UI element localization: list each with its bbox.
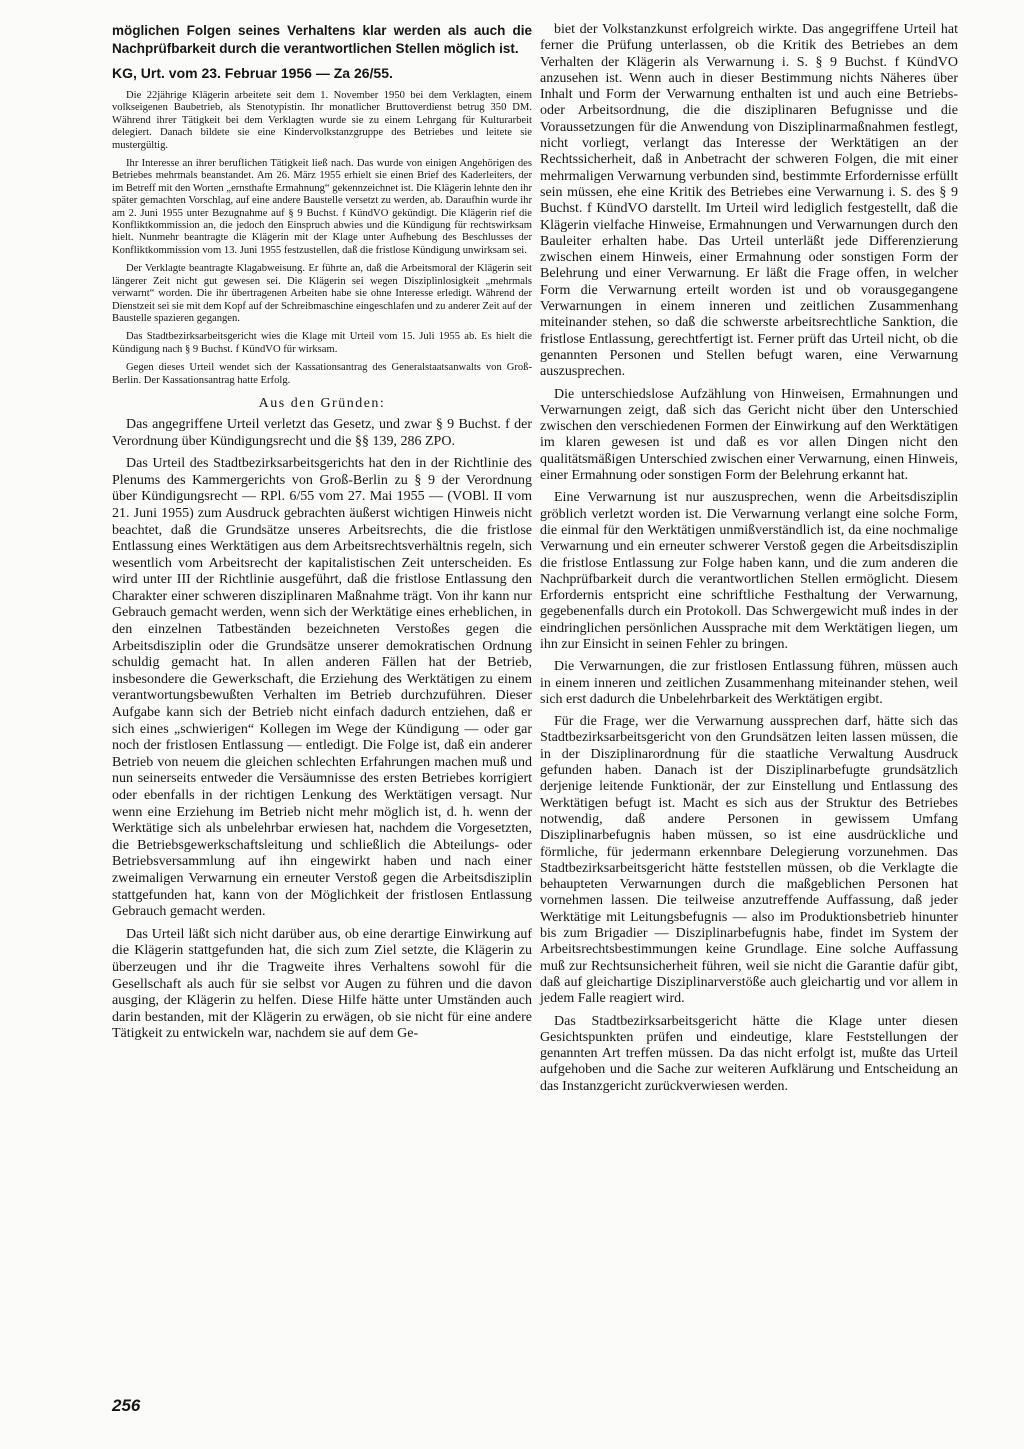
section-heading: Aus den Gründen: <box>258 395 386 411</box>
facts-paragraph-4: Das Stadtbezirksarbeitsgericht wies die Klage mit Urteil vom 15. Juli 1955 ab. Es hielt die Kündigung nach § 9 Buchst. f KündVO für wirksam. <box>112 331 532 355</box>
reasons-paragraph-6: Eine Verwarnung ist nur auszusprechen, wenn die Arbeitsdisziplin gröblich verletzt worden ist. Die Verwarnung verlangt eine solche Form, die einmal für den Werktätigen unmißverständlich ist, da eine nochmalige Verwarnung und ein erneuter schwerer Verstoß gegen die Arbeitsdisziplin die fristlose Entlassung zur Folge haben kann, und die zum anderen die Nachprüfbarkeit durch die verantwortlichen Stellen ermöglicht. Diesem Erfordernis entspricht eine schriftliche Festhaltung der Verwarnung, gegebenenfalls durch ein Protokoll. Das Schwergewicht muß indes in der eindringlichen persönlichen Aussprache mit dem Werktätigen liegen, um ihn zur Einsicht in seinen Fehler zu bringen. <box>540 490 958 652</box>
reasons-paragraph-1: Das angegriffene Urteil verletzt das Gesetz, und zwar § 9 Buchst. f der Verordnung über Kündigungsrecht und die §§ 139, 286 ZPO. <box>112 416 532 449</box>
right-column <box>540 22 958 1101</box>
page-number: 256 <box>112 1396 141 1415</box>
reasons-paragraph-7: Die Verwarnungen, die zur fristlosen Entlassung führen, müssen auch in einem inneren und zeitlichen Zusammenhang miteinander stehen, weil sich erst dadurch die Unbelehrbarkeit des Werktätigen ergibt. <box>540 659 958 707</box>
lead-paragraph: möglichen Folgen seines Verhaltens klar werden als auch die Nachprüfbarkeit durch die verantwortlichen Stellen möglich ist. <box>112 23 532 56</box>
case-citation: KG, Urt. vom 23. Februar 1956 — Za 26/55. <box>112 65 393 81</box>
reasons-paragraph-2: Das Urteil des Stadtbezirksarbeitsgerichts hat den in der Richtlinie des Plenums des Kammergerichts von Groß-Berlin zu § 9 der Verordnung über Kündigungsrecht — RPl. 6/55 vom 27. Mai 1955 — (VOBl. II vom 21. Juni 1955) zum Ausdruck gebrachten äußerst wichtigen Hinweis nicht beachtet, daß die Grundsätze unseres Arbeitsrechts, die die fristlose Entlassung eines Werktätigen aus dem Arbeitsrechtsverhältnis regeln, sich wesentlich vom Arbeitsrecht der kapitalistischen Zeit unterscheiden. Es wird unter III der Richtlinie ausgeführt, daß die fristlose Entlassung den Charakter einer schweren disziplinaren Maßnahme trägt. Von ihr kann nur Gebrauch gemacht werden, wenn sich der Werktätige eines erheblichen, in den einzelnen Tatbeständen bezeichneten Verstoßes gegen die Arbeitsdisziplin oder die Grundsätze unserer demokratischen Ordnung schuldig gemacht hat. In allen anderen Fällen hat der Betrieb, insbesondere die Gewerkschaft, die Erziehung des Werktätigen zu einem verantwortungsbewußten Verhalten im Betrieb durchzuführen. Dieser Aufgabe kann sich der Betrieb nicht einfach dadurch entziehen, daß er sich eines „schwierigen“ Kollegen im Wege der Kündigung — oder gar noch der fristlosen Entlassung — entledigt. Die Folge ist, daß ein anderer Betrieb von neuem die gleichen schlechten Erfahrungen machen muß und nun seinerseits entweder die Versäumnisse des ersten Betriebes korrigiert oder ebenfalls in der richtigen Lenkung des Werktätigen versagt. Nur wenn eine Erziehung im Betrieb nicht mehr möglich ist, d. h. wenn der Werktätige sich als unbelehrbar erwiesen hat, nachdem die Vorgesetzten, die Betriebsgewerkschaftsleitung und schließlich die Abteilungs- oder Betriebsversammlung auf ihn eingewirkt haben und nach einer zweimaligen Verwarnung ein erneuter Verstoß gegen die Arbeitsdisziplin stattgefunden hat, kann von der Möglichkeit der fristlosen Entlassung Gebrauch gemacht werden. <box>112 456 532 920</box>
reasons-paragraph-5: Die unterschiedslose Aufzählung von Hinweisen, Ermahnungen und Verwarnungen zeigt, daß sich das Gericht nicht über den Unterschied zwischen den verschiedenen Formen der Einwirkung auf den Werktätigen im klaren gewesen ist und daß es vor allen Dingen nicht den qualitätsmäßigen Unterschied zwischen einer Verwarnung, einen Hinweis, einer Ermahnung oder sonstigen Form der Belehrung erkannt hat. <box>540 386 958 484</box>
reasons-paragraph-9: Das Stadtbezirksarbeitsgericht hätte die Klage unter diesen Gesichtspunkten prüfen und eindeutige, klare Feststellungen der genannten Art treffen müssen. Da das nicht erfolgt ist, mußte das Urteil aufgehoben und die Sache zur weiteren Aufklärung und Entscheidung an das Instanzgericht zurückverwiesen werden. <box>540 1013 958 1094</box>
left-column <box>112 22 532 1049</box>
reasons-paragraph-4: biet der Volkstanzkunst erfolgreich wirkte. Das angegriffene Urteil hat ferner die Prüfung unterlassen, ob die Kritik des Betriebes an dem Verhalten der Klägerin als Verwarnung i. S. § 9 Buchst. f KündVO anzusehen ist. Wenn auch in dieser Bestimmung nichts Näheres über Inhalt und Form der Verwarnung enthalten ist und auch eine Betriebs- oder Arbeitsordnung, die die disziplinaren Befugnisse und die Voraussetzungen für die Anwendung von Disziplinarmaßnahmen festlegt, nicht vorliegt, verlangt das Interesse der Werktätigen an der Rechtssicherheit, daß in Anbetracht der schweren Folgen, die mit einer mehrmaligen Verwarnung verbunden sind, bestimmte Erfordernisse erfüllt sein müssen, ehe eine Kritik des Betriebes eine Verwarnung i. S. des § 9 Buchst. f KündVO darstellt. Im Urteil wird lediglich festgestellt, daß die Klägerin vielfache Hinweise, Ermahnungen und Verwarnungen durch den Bauleiter erhalten habe. Das Urteil unterläßt jede Differenzierung zwischen einem Hinweis, einer Ermahnung oder sonstigen Form der Belehrung und einer Verwarnung. Er läßt die Frage offen, in welcher Form die Verwarnung erteilt worden ist und ob vorausgegangene Verwarnungen in einem inneren und zeitlichen Zusammenhang miteinander stehen, so daß die schwerste arbeitsrechtliche Sanktion, die fristlose Entlassung, gerechtfertigt ist. Ferner prüft das Urteil nicht, ob die genannten Personen und Stellen befugt waren, eine Verwarnung auszusprechen. <box>540 22 958 380</box>
facts-paragraph-1: Die 22jährige Klägerin arbeitete seit dem 1. November 1950 bei dem Verklagten, einem volkseigenen Baubetrieb, als Stenotypistin. Ihr monatlicher Bruttoverdienst betrug 350 DM. Während ihrer Tätigkeit bei dem Verklagten wurde sie zu einem Lehrgang für Kulturarbeit delegiert. Danach bildete sie eine Kindervolkstanzgruppe des Betriebes und leitete sie mustergültig. <box>112 90 532 151</box>
reasons-paragraph-3: Das Urteil läßt sich nicht darüber aus, ob eine derartige Einwirkung auf die Klägerin stattgefunden hat, die sich zum Ziel setzte, die Klägerin zu überzeugen und ihr die Tragweite ihres Verhaltens sowohl für die Gesellschaft als auch für sie selbst vor Augen zu führen und die davon ausging, der Klägerin zu helfen. Diese Hilfe hätte unter Umständen auch darin bestanden, mit der Klägerin zu erwägen, ob sie nicht für eine andere Tätigkeit zu entwickeln war, nachdem sie auf dem Ge- <box>112 926 532 1042</box>
reasons-paragraph-8: Für die Frage, wer die Verwarnung aussprechen darf, hätte sich das Stadtbezirksarbeitsgericht von den Grundsätzen leiten lassen müssen, die in der Disziplinarordnung für die staatliche Verwaltung Ausdruck gefunden haben. Danach ist der Disziplinarbefugte grundsätzlich derjenige leitende Funktionär, der zur Einstellung und Entlassung des Werktätigen befugt ist. Macht es sich aus der Struktur des Betriebes notwendig, daß andere Personen in gewissem Umfang Disziplinarbefugnis haben müssen, so ist eine ausdrückliche und förmliche, für jedermann erkennbare Delegierung vorzunehmen. Das Stadtbezirksarbeitsgericht hätte feststellen müssen, ob die Verklagte die behaupteten Verwarnungen durch die maßgeblichen Personen hat vornehmen lassen. Die teilweise anzutreffende Auffassung, daß jeder Werktätige mit Leitungsbefugnis — also im Produktionsbetrieb hinunter bis zum Brigadier — Disziplinarbefugnis habe, findet im System der Arbeitsrechtsbestimmungen keine Grundlage. Eine solche Auffassung muß zur Rechtsunsicherheit führen, weil sie nicht die Garantie dafür gibt, daß auf gleichartige Disziplinarverstöße auch gleichartig und vor allem in jedem Falle reagiert wird. <box>540 714 958 1007</box>
facts-paragraph-3: Der Verklagte beantragte Klagabweisung. Er führte an, daß die Arbeitsmoral der Klägerin seit längerer Zeit nicht gut gewesen sei. Die Klägerin sei wegen Disziplinlosigkeit „mehrmals verwarnt“ worden. Die ihr übertragenen Arbeiten habe sie ohne Interesse erledigt. Während der Dienstzeit sei sie mit dem Kopf auf der Schreibmaschine eingeschlafen und zu anderer Zeit auf der Baustelle spazieren gegangen. <box>112 263 532 324</box>
facts-paragraph-2: Ihr Interesse an ihrer beruflichen Tätigkeit ließ nach. Das wurde von einigen Angehörigen des Betriebes mehrmals beanstandet. Am 26. März 1955 erhielt sie einen Brief des Kaderleiters, der im Betreff mit den Worten „ernsthafte Ermahnung“ gekennzeichnet ist. Die Klägerin lehnte den ihr später gemachten Vorschlag, auf eine andere Baustelle versetzt zu werden, ab. Daraufhin wurde ihr am 2. Juni 1955 unter Bezugnahme auf § 9 Buchst. f KündVO gekündigt. Die Klägerin rief die Konfliktkommission an, die jedoch den Einspruch abwies und die Kündigung für rechtswirksam hielt. Nunmehr beantragte die Klägerin mit der Klage unter Aufhebung des Beschlusses der Konfliktkommission vom 13. Juni 1955 festzustellen, daß die fristlose Kündigung unwirksam sei. <box>112 158 533 256</box>
facts-paragraph-5: Gegen dieses Urteil wendet sich der Kassationsantrag des Generalstaatsanwalts von Groß-Berlin. Der Kassationsantrag hatte Erfolg. <box>112 362 532 386</box>
